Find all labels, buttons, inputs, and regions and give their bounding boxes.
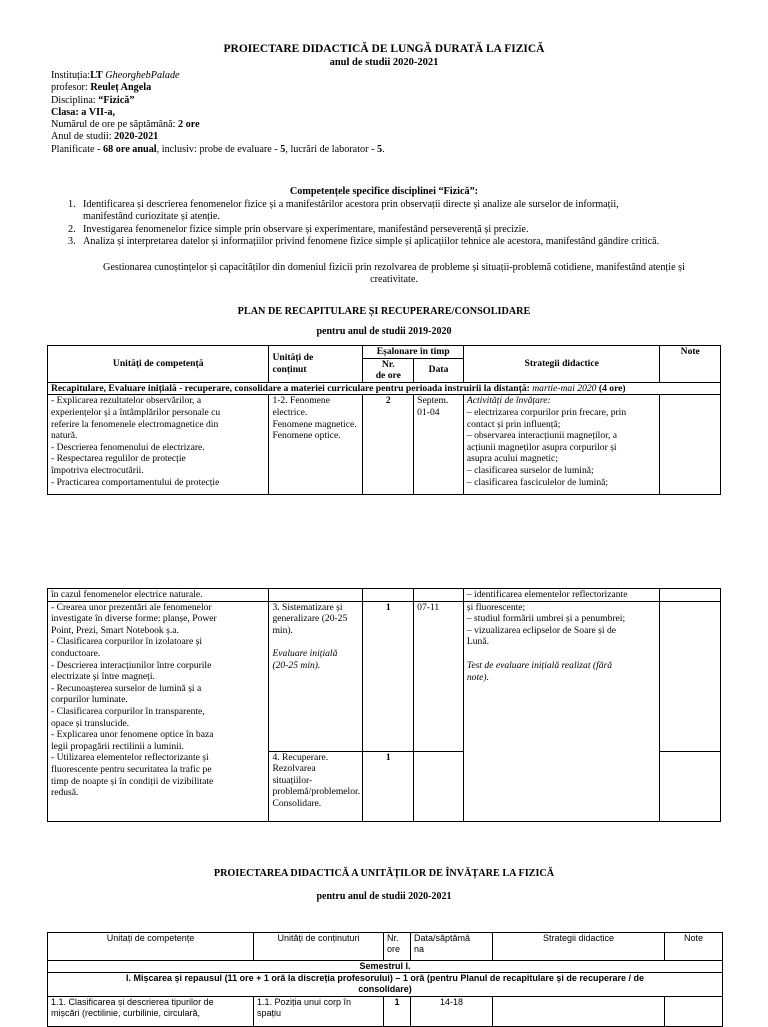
th-data-saptamana: Data/săptămâ na [411,933,493,961]
th-nr-ore: Nr. de ore [363,358,414,382]
competenta-item: 3. Analiza și interpretarea datelor și informațiilor privind fenomene fizice simple și aplicațiilor tehnice ale acestora, manifestând gândire critică. [68,235,660,247]
cell-data: 14-18 [411,997,493,1027]
competenta-item: 1. Identificarea și descrierea fenomenelor fizice și a manifestărilor acestora prin observații directe și analize ale surselor de informații, manifestând curiozitate și atenție. [68,199,619,223]
plan-table-continued [47,588,721,822]
cell-note [660,589,721,602]
info-anul: Anul de studii: 2020-2021 [51,131,159,143]
cell-note [660,395,721,495]
cell-nr-ore: 1 [384,997,411,1027]
cell-data [414,751,464,821]
cell-nr-ore: 2 [363,395,414,495]
th-unitati-competenta: Unități de competență [48,346,269,383]
table-row [48,589,721,602]
competente-list [68,199,728,248]
cell-strategii: și fluorescente; – studiul formării umbrei și a penumbrei; – vizualizarea eclipselor de Soare și de Lună. Test de evaluare inițială realizat (fără note). [463,601,660,821]
cell-strategii: – identificarea elementelor reflectorizante [463,589,660,602]
cell-continut: 1.1. Poziția unui corp în spațiu [254,997,384,1027]
cell-strategii: Activități de învățare: – electrizarea corpurilor prin frecare, prin contact și prin influență; – observarea interacțiunii magneților, a acțiunii magneților asupra corpurilor și asupra acului magnetic; – clasificarea surselor de lumină; – clasificarea fasciculelor de lumină; [463,395,660,495]
units-section-row: I. Mișcarea și repausul (11 ore + 1 oră la discreția profesorului) – 1 oră (pentru Planul de recapitulare și de recuperare / de consolidare) [48,973,723,997]
info-block [51,70,385,156]
cell-continut: 4. Recuperare. Rezolvarea situațiilor- problemă/problemelor. Consolidare. [269,751,363,821]
table-row [48,601,721,751]
competente-paragraph: Gestionarea cunoștințelor și capacităților din domeniul fizicii prin rezolvarea de probleme și situații-problemă cotidiene, manifestând atenție și creativitate. [103,262,685,286]
units-title: PROIECTAREA DIDACTICĂ A UNITĂȚILOR DE ÎNVĂȚARE LA FIZICĂ [213,868,555,879]
cell-competenta: 1.1. Clasificarea și descrierea tipurilor de mișcări (rectilinie, curbilinie, circulară, [48,997,254,1027]
th-note: Note [660,346,721,383]
info-profesor: profesor: Reuleț Angela [51,82,152,94]
cell-continut: 3. Sistematizare și generalizare (20-25 min). Evaluare inițială (20-25 min). [269,601,363,751]
page-title: PROIECTARE DIDACTICĂ DE LUNGĂ DURATĂ LA FIZICĂ [223,43,545,55]
info-ore: Numărul de ore pe săptămână: 2 ore [51,119,200,131]
cell-note [660,601,721,751]
cell-nr-ore: 1 [363,601,414,751]
cell-data: 07-11 [414,601,464,751]
plan-title: PLAN DE RECAPITULARE ȘI RECUPERARE/CONSOLIDARE [237,306,531,317]
th-esalonare: Eșalonare în timp [363,346,463,359]
th-unitati-continut: Unități de conținut [269,346,363,383]
semester-row: Semestrul I. [48,961,723,973]
cell-strategii [493,997,665,1027]
info-disciplina: Disciplina: “Fizică” [51,94,135,106]
competente-heading: Competențele specifice disciplinei “Fizică”: [289,186,479,197]
units-subtitle: pentru anul de studii 2020-2021 [316,891,452,902]
plan-subtitle: pentru anul de studii 2019-2020 [316,326,452,337]
info-planificate: Planificate - 68 ore anual, inclusiv: probe de evaluare - 5, lucrări de laborator - 5. [51,143,385,155]
info-clasa: Clasa: a VII-a, [51,106,116,118]
units-table [47,932,723,1027]
cell-continut [269,589,363,602]
th-strategii: Strategii didactice [493,933,665,961]
plan-table [47,345,721,495]
page-subtitle: anul de studii 2020-2021 [329,57,439,68]
cell-nr-ore: 1 [363,751,414,821]
cell-note [665,997,723,1027]
th-unitati-competente: Unitați de competențe [48,933,254,961]
plan-section-row: Recapitulare, Evaluare inițială - recuperare, consolidare a materiei curriculare pentru perioada instruirii la distanță: martie-mai 2020 (4 ore) [48,382,721,395]
cell-nr-ore [363,589,414,602]
th-unitati-continuturi: Unități de conținuturi [254,933,384,961]
th-strategii: Strategii didactice [463,346,660,383]
table-row [48,395,721,495]
cell-data [414,589,464,602]
cell-data: Septem. 01-04 [414,395,464,495]
th-nr-ore: Nr. ore [384,933,411,961]
cell-competenta: - Explicarea rezultatelor observărilor, a experiențelor și a întâmplărilor personale cu referire la fenomenele electromagnetice din natură. - Descrierea fenomenului de electrizare. - Respectarea regulilor de protecție împotriva electrocutării. - Practicarea comportamentului de protecție [48,395,269,495]
th-data: Data [414,358,464,382]
competenta-item: 2. Investigarea fenomenelor fizice simple prin observare și experimentare, manifestând perseverență și precizie. [68,223,529,235]
cell-note [660,751,721,821]
cell-continut: 1-2. Fenomene electrice. Fenomene magnetice. Fenomene optice. [269,395,363,495]
cell-competenta: - Crearea unor prezentări ale fenomenelor investigate în diverse forme: planșe, Power Point, Prezi, Smart Notebook ș.a. - Clasificarea corpurilor în izolatoare și conductoare. - Descrierea interacțiunilor între corpurile electrizate și între magneți. - Recunoașterea surselor de lumină și a corpurilor luminate. - Clasificarea corpurilor în transparente, opace și translucide. - Explicarea unor fenomene optice în baza legii propagării rectilinii a luminii. - Utilizarea elementelor reflectorizante și fluorescente pentru securitatea la trafic pe timp de noapte și în condiții de vizibilitate redusă. [48,601,269,821]
th-note: Note [665,933,723,961]
cell-competenta: în cazul fenomenelor electrice naturale. [48,589,269,602]
info-institutia: Instituția:LT GheorghebPalade [51,70,180,81]
table-row [48,997,723,1027]
